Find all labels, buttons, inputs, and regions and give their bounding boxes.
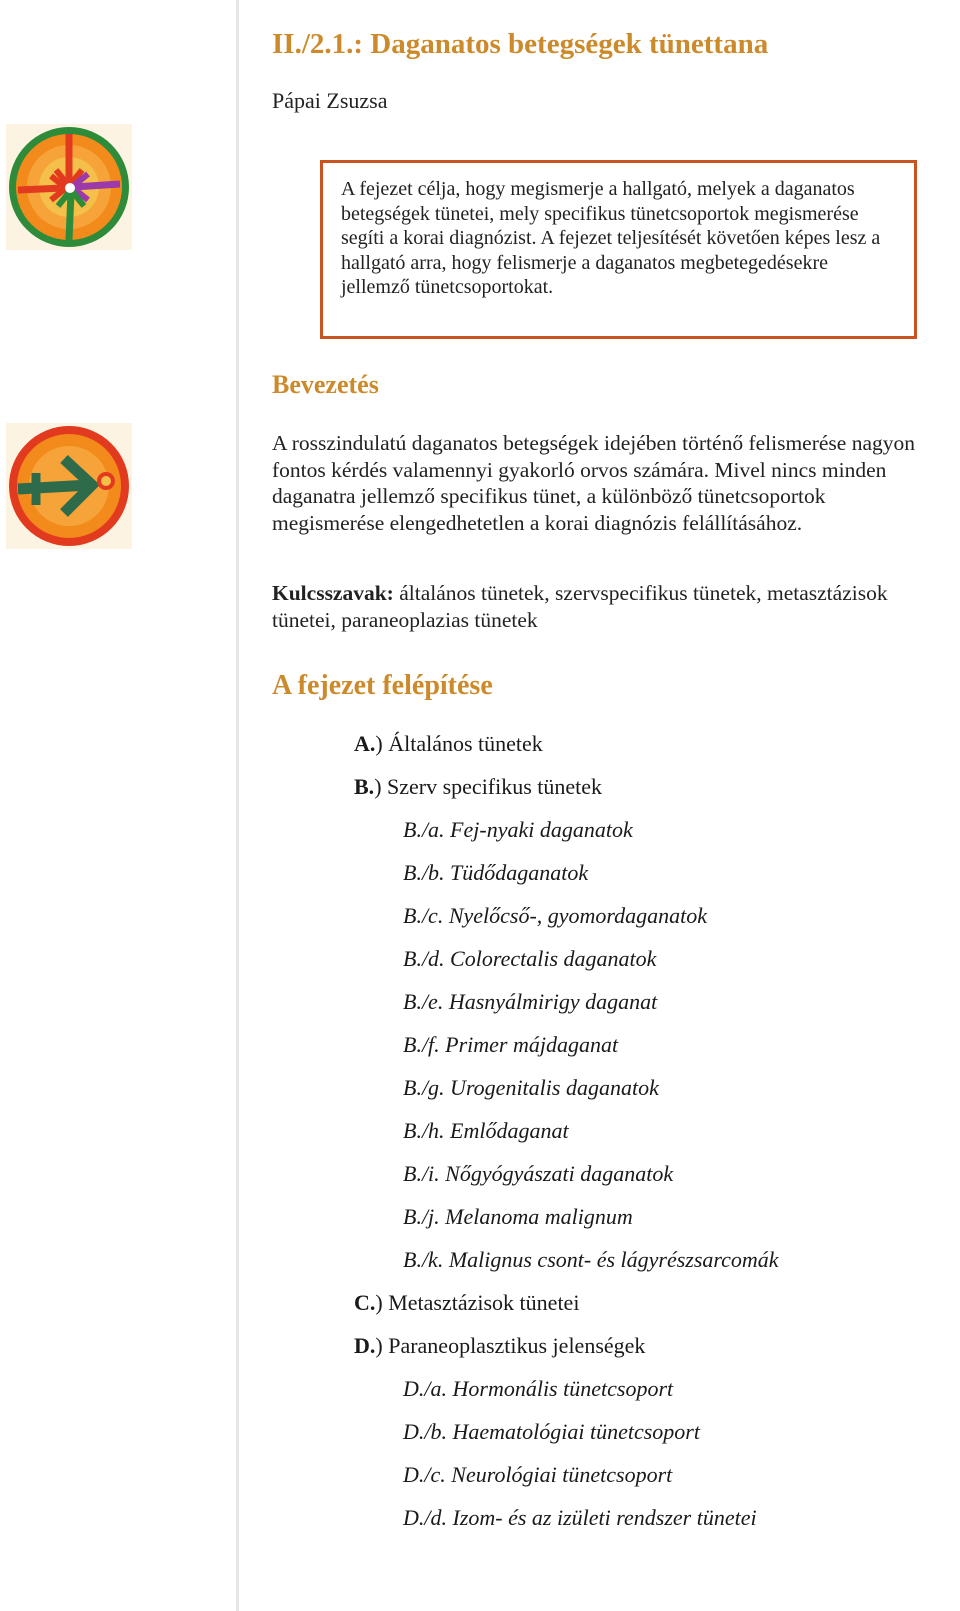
target-arrows-icon — [6, 124, 132, 250]
keywords-paragraph — [272, 580, 940, 633]
arrow-circle-icon — [6, 423, 132, 549]
list-item: B./g. Urogenitalis daganatok — [403, 1075, 659, 1100]
list-item: B./a. Fej-nyaki daganatok — [403, 817, 633, 842]
structure-heading: A fejezet felépítése — [272, 670, 493, 701]
list-item: B.) Szerv specifikus tünetek — [354, 774, 603, 799]
list-item: D./c. Neurológiai tünetcsoport — [403, 1462, 673, 1487]
keywords-label: Kulcsszavak: — [272, 581, 394, 605]
list-item: B./f. Primer májdaganat — [403, 1032, 619, 1057]
list-item: D./d. Izom- és az izületi rendszer tünetei — [403, 1505, 757, 1530]
objective-box — [320, 160, 917, 339]
list-item: D.) Paraneoplasztikus jelenségek — [354, 1333, 646, 1358]
objective-text: A fejezet célja, hogy megismerje a hallgató, melyek a daganatos betegségek tünetei, mely specifikus tünetcsoportok megismerése segíti a korai diagnózist. A fejezet teljesítését követően képes lesz a hallgató arra, hogy felismerje a daganatos megbetegedésekre jellemző tünetcsoportokat. — [341, 178, 881, 298]
list-item: C.) Metasztázisok tünetei — [354, 1290, 580, 1315]
list-item: B./e. Hasnyálmirigy daganat — [403, 989, 658, 1014]
list-item: B./j. Melanoma malignum — [403, 1204, 633, 1229]
list-item: B./c. Nyelőcső-, gyomordaganatok — [403, 903, 708, 928]
page-title: II./2.1.: Daganatos betegségek tünettana — [272, 28, 769, 60]
list-item: B./d. Colorectalis daganatok — [403, 946, 657, 971]
intro-paragraph: A rosszindulatú daganatos betegségek idejében történő felismerése nagyon fontos kérdés valamennyi gyakorló orvos számára. Mivel nincs minden daganatra jellemző specifikus tünet, a különböző tünetcsoportok megismerése elengedhetetlen a korai diagnózis felállításához. — [272, 431, 916, 535]
list-item: B./i. Nőgyógyászati daganatok — [403, 1161, 674, 1186]
list-item: B./h. Emlődaganat — [403, 1118, 569, 1143]
margin-divider — [236, 0, 239, 1611]
list-item: B./k. Malignus csont- és lágyrészsarcomák — [403, 1247, 779, 1272]
list-item: A.) Általános tünetek — [354, 731, 543, 756]
intro-heading: Bevezetés — [272, 370, 379, 399]
list-item: B./b. Tüdődaganatok — [403, 860, 589, 885]
list-item: D./b. Haematológiai tünetcsoport — [403, 1419, 700, 1444]
keywords-list: általános tünetek, szervspecifikus tünetek, metasztázisok tünetei, paraneoplazias tünetek — [272, 581, 888, 632]
author-name: Pápai Zsuzsa — [272, 88, 388, 113]
list-item: D./a. Hormonális tünetcsoport — [403, 1376, 674, 1401]
